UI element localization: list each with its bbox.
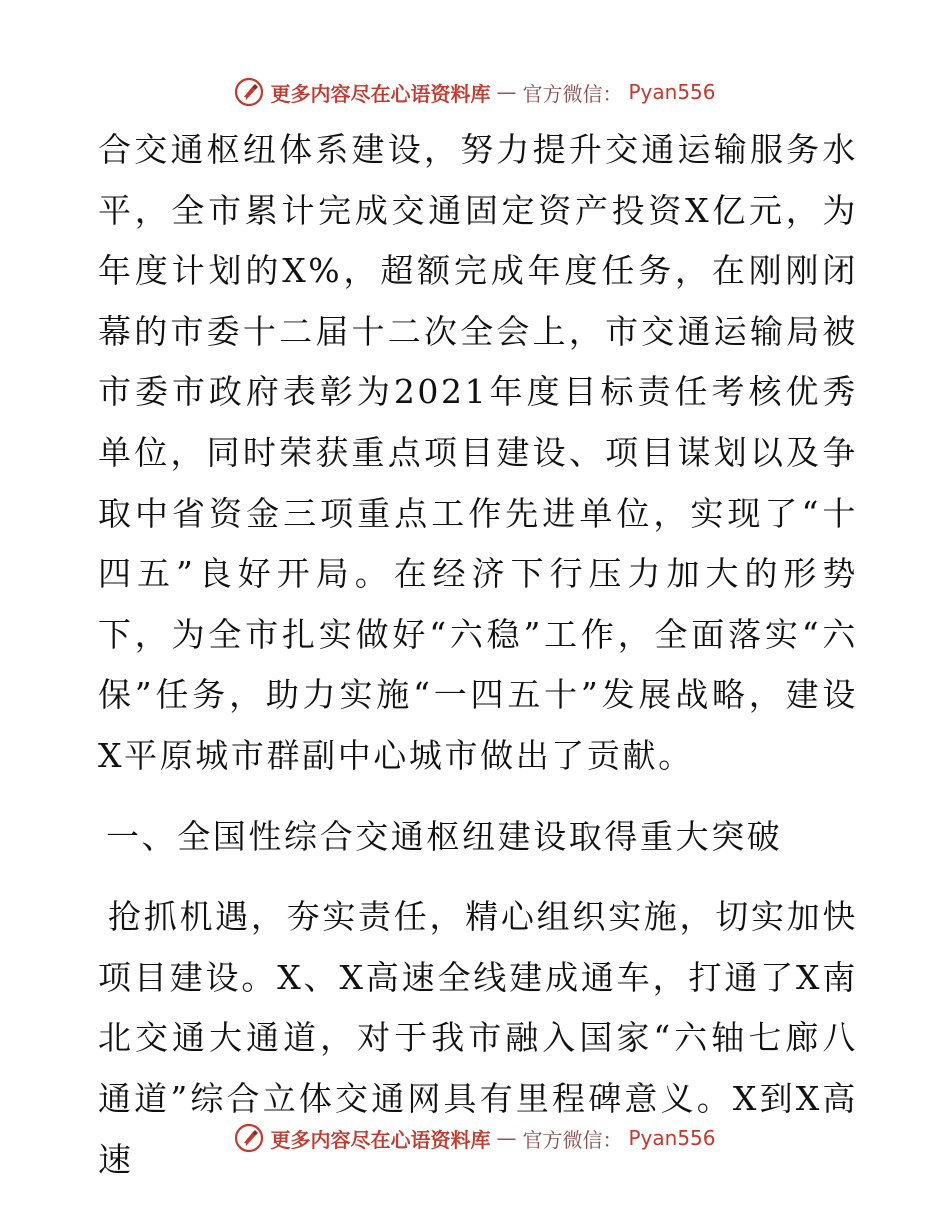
pen-nib-logo-icon bbox=[234, 77, 264, 107]
footer-dash: — bbox=[496, 1126, 517, 1150]
footer-sub-text: 官方微信： bbox=[522, 1127, 623, 1152]
header-sub-text: 官方微信： bbox=[522, 81, 623, 106]
document-body bbox=[98, 120, 858, 1190]
header-brand-text: 更多内容尽在心语资料库 bbox=[270, 81, 491, 106]
page-header bbox=[0, 72, 950, 112]
header-brand bbox=[234, 77, 715, 107]
section-heading-1: 一、全国性综合交通枢纽建设取得重大突破 bbox=[106, 816, 783, 856]
paragraph-2: 抢抓机遇，夯实责任，精心组织实施，切实加快项目建设。X、X高速全线建成通车，打通了X南北交通大通道，对于我市融入国家“六轴七廊八通道”综合立体交通网具有里程碑意义。X到X高速 bbox=[98, 897, 858, 1179]
header-account: Pyan556 bbox=[628, 80, 716, 104]
header-dash: — bbox=[496, 80, 517, 104]
paragraph-1: 合交通枢纽体系建设，努力提升交通运输服务水平，全市累计完成交通固定资产投资X亿元，为年度计划的X%，超额完成年度任务，在刚刚闭幕的市委十二届十二次全会上，市交通运输局被市委市政府表彰为2021年度目标责任考核优秀单位，同时荣获重点项目建设、项目谋划以及争取中省资金三项重点工作先进单位，实现了“十四五”良好开局。在经济下行压力加大的形势下，为全市扎实做好“六稳”工作，全面落实“六保”任务，助力实施“一四五十”发展战略，建设X平原城市群副中心城市做出了贡献。 bbox=[98, 130, 858, 775]
footer-account: Pyan556 bbox=[628, 1126, 716, 1150]
pen-nib-logo-icon bbox=[234, 1123, 264, 1153]
footer-brand-text: 更多内容尽在心语资料库 bbox=[270, 1127, 491, 1152]
footer-brand bbox=[234, 1123, 715, 1153]
page-footer bbox=[0, 1118, 950, 1158]
